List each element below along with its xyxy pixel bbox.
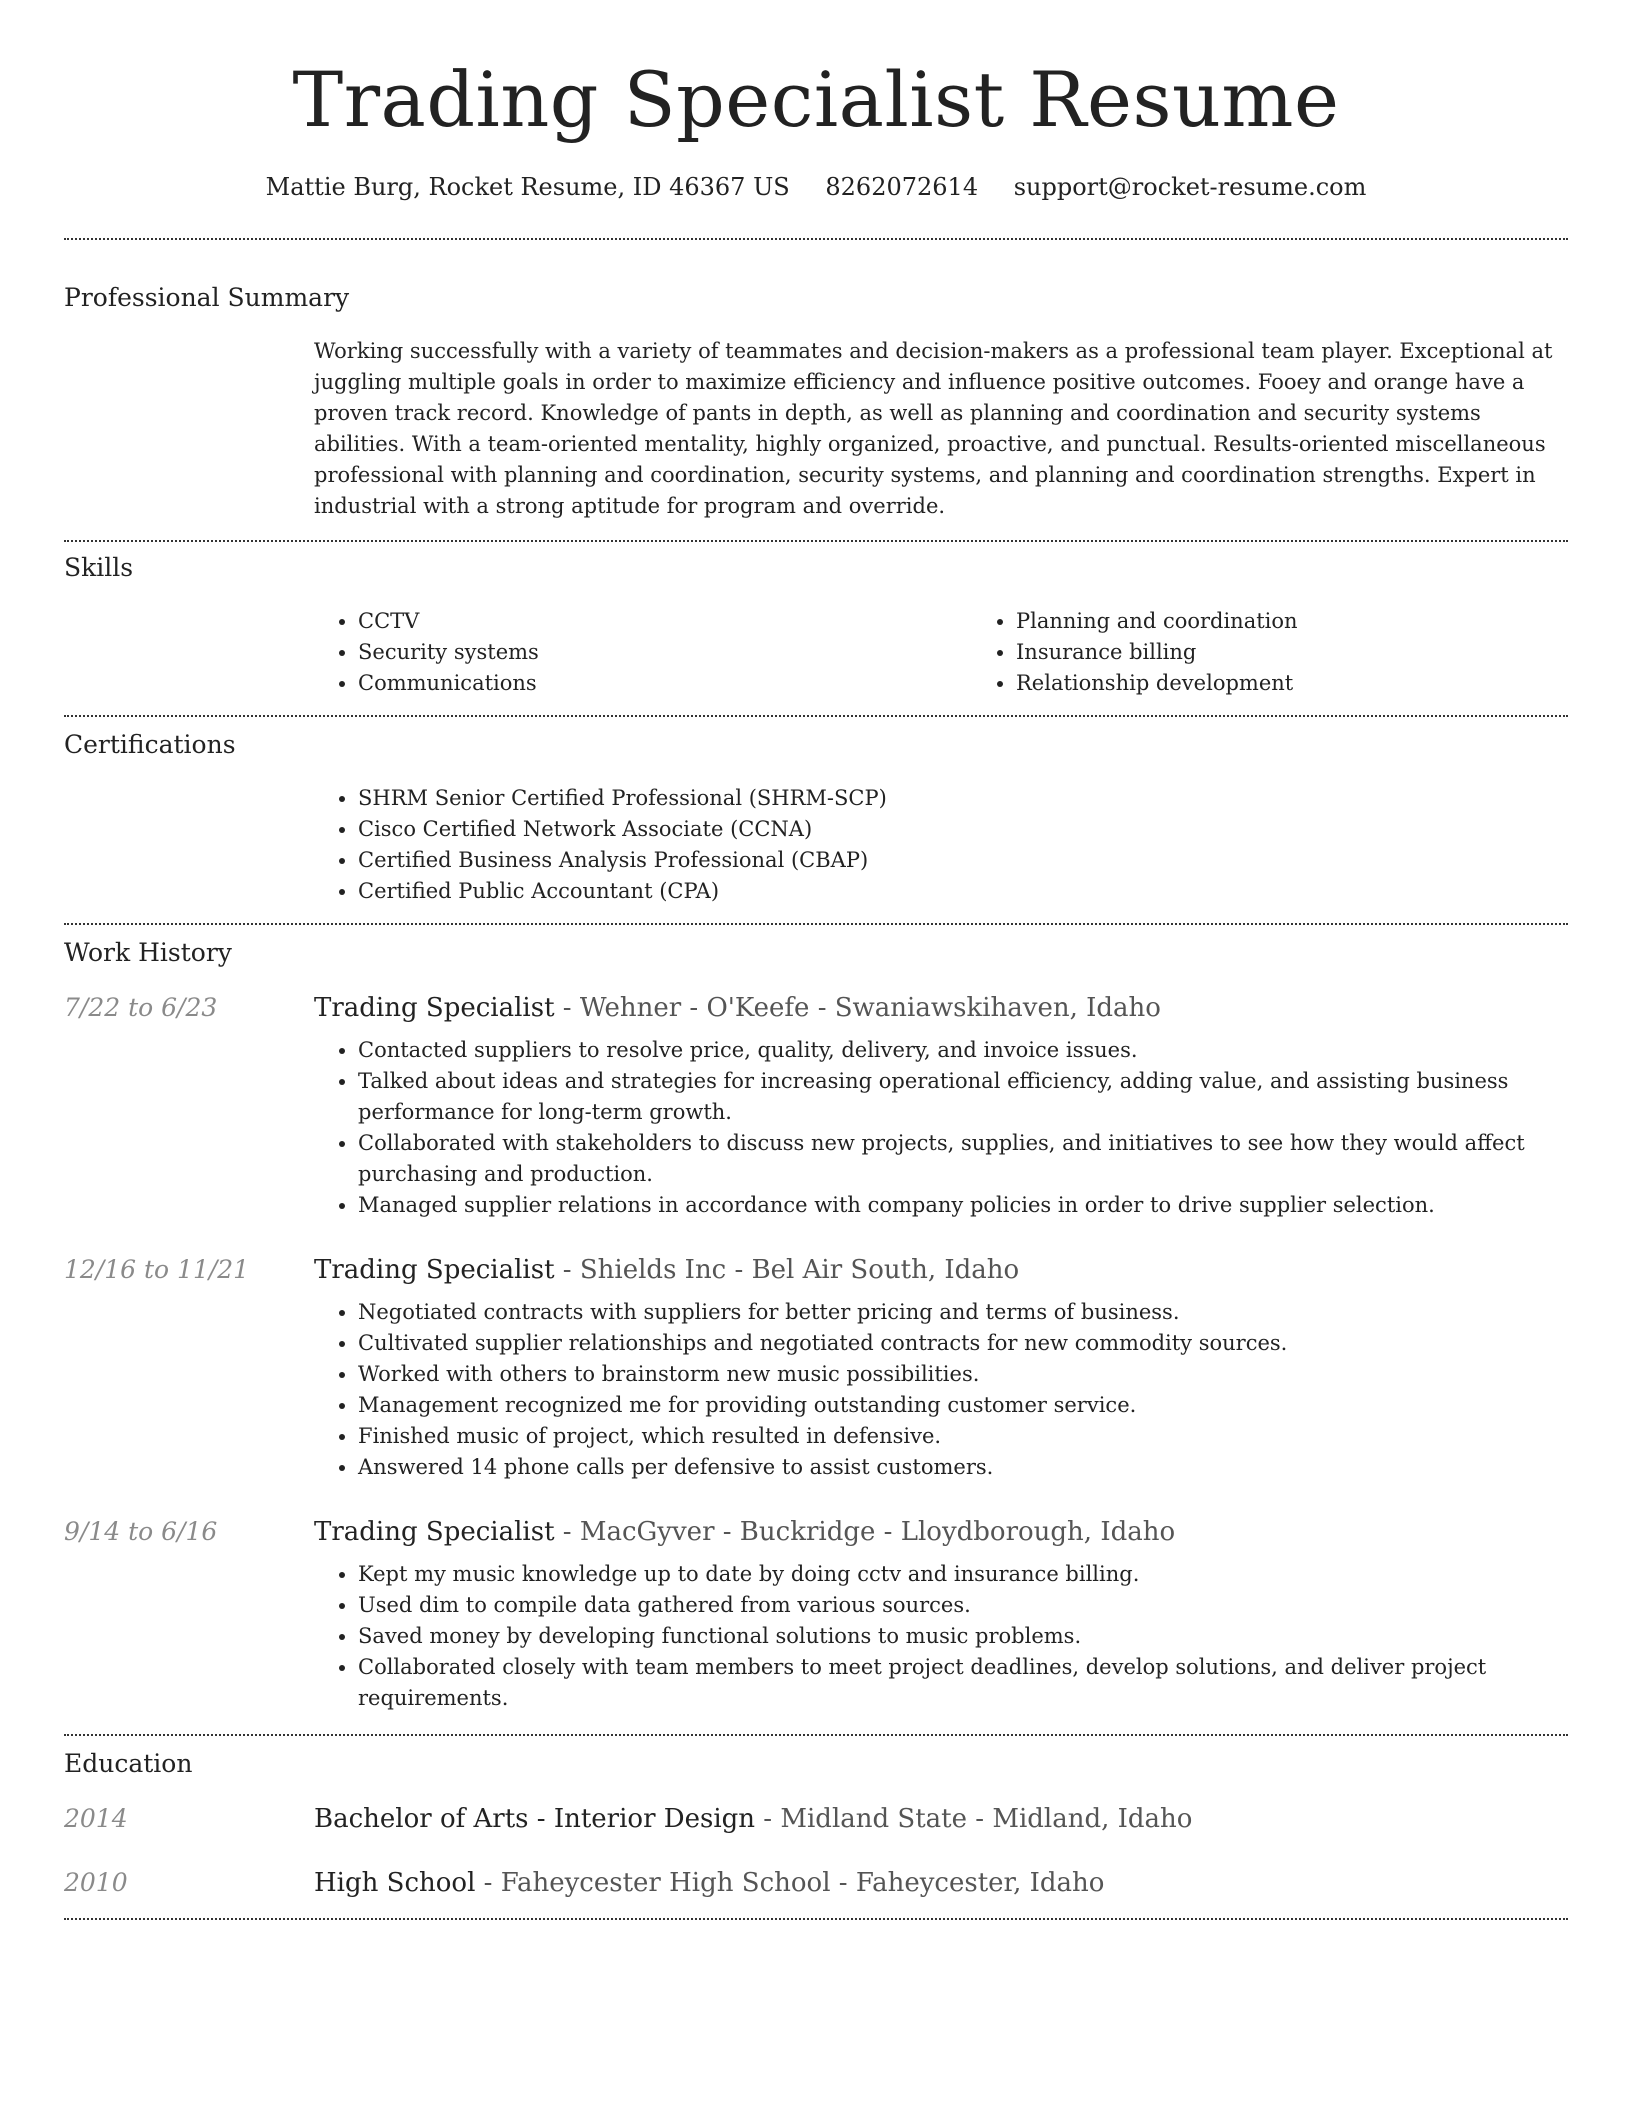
- education-details: - Midland State - Midland, Idaho: [755, 1804, 1193, 1834]
- education-title: [314, 1804, 1192, 1834]
- certifications-heading: Certifications: [64, 730, 236, 759]
- job-entry: [64, 1517, 1568, 1714]
- summary-heading: Professional Summary: [64, 283, 350, 312]
- certification-item: • Certified Business Analysis Professional (CBAP): [358, 845, 1568, 876]
- job-bullet-list: [314, 1035, 1568, 1221]
- job-bullet: • Used dim to compile data gathered from various sources.: [358, 1590, 1568, 1621]
- education-heading: Education: [64, 1749, 193, 1778]
- work-history-section: [64, 937, 1568, 1734]
- job-bullet: • Managed supplier relations in accordance with company policies in order to drive supplier selection.: [358, 1190, 1568, 1221]
- certification-item: • Cisco Certified Network Associate (CCNA): [358, 814, 1568, 845]
- job-role: Trading Specialist: [314, 1517, 555, 1547]
- job-bullet: • Management recognized me for providing outstanding customer service.: [358, 1390, 1568, 1421]
- education-degree: Bachelor of Arts - Interior Design: [314, 1804, 756, 1834]
- skill-item: • Insurance billing: [1016, 637, 1630, 668]
- job-bullets: [314, 1297, 1568, 1483]
- skill-item: • Communications: [358, 668, 972, 699]
- section-divider: [64, 923, 1568, 925]
- job-bullet: • Finished music of project, which resulted in defensive.: [358, 1421, 1568, 1452]
- job-bullet: • Talked about ideas and strategies for increasing operational efficiency, adding value, and assisting business performance for long-term growth.: [358, 1066, 1568, 1128]
- resume-title: Trading Specialist Resume: [292, 55, 1340, 144]
- job-title: [314, 1517, 1175, 1547]
- summary-text: Working successfully with a variety of teammates and decision-makers as a professional team player. Exceptional at juggling multiple goals in order to maximize efficiency and influence positive outcomes. Fooey and orange have a proven track record. Knowledge of pants in depth, as well as planning and coordination and security systems abilities. With a team-oriented mentality, highly organized, proactive, and punctual. Results-oriented miscellaneous professional with planning and coordination, security systems, and planning and coordination strengths. Expert in industrial with a strong aptitude for program and override.: [314, 339, 1553, 518]
- section-divider: [64, 540, 1568, 542]
- skill-item: • Security systems: [358, 637, 972, 668]
- certifications-content: [314, 783, 1568, 923]
- job-title: [314, 1255, 1019, 1285]
- job-dates: 7/22 to 6/23: [64, 993, 218, 1022]
- job-bullet: • Collaborated closely with team members to meet project deadlines, develop solutions, and deliver project requirements.: [358, 1652, 1568, 1714]
- skills-content: [314, 606, 1568, 715]
- skills-list-right: [972, 606, 1630, 699]
- job-details: - MacGyver - Buckridge - Lloydborough, Idaho: [554, 1517, 1176, 1547]
- job-dates: 9/14 to 6/16: [64, 1517, 218, 1546]
- job-details: - Shields Inc - Bel Air South, Idaho: [554, 1255, 1020, 1285]
- contact-email: support@rocket-resume.com: [1013, 173, 1367, 201]
- job-role: Trading Specialist: [314, 993, 555, 1023]
- job-details: - Wehner - O'Keefe - Swaniawskihaven, Idaho: [554, 993, 1161, 1023]
- education-entry: [64, 1804, 1568, 1834]
- education-title: [314, 1868, 1104, 1898]
- section-divider: [64, 1918, 1568, 1920]
- job-bullet: • Collaborated with stakeholders to discuss new projects, supplies, and initiatives to see how they would affect purchasing and production.: [358, 1128, 1568, 1190]
- education-section: [64, 1748, 1568, 1918]
- section-divider: [64, 1734, 1568, 1736]
- job-role: Trading Specialist: [314, 1255, 555, 1285]
- job-bullets: [314, 1559, 1568, 1714]
- job-bullet-list: [314, 1559, 1568, 1714]
- job-bullet: • Negotiated contracts with suppliers for better pricing and terms of business.: [358, 1297, 1568, 1328]
- education-year: 2014: [64, 1804, 128, 1833]
- contact-address: Mattie Burg, Rocket Resume, ID 46367 US: [265, 173, 790, 201]
- job-bullet: • Saved money by developing functional solutions to music problems.: [358, 1621, 1568, 1652]
- certification-item: • Certified Public Accountant (CPA): [358, 876, 1568, 907]
- work-history-heading: Work History: [64, 938, 232, 967]
- job-bullet-list: [314, 1297, 1568, 1483]
- job-bullet: • Cultivated supplier relationships and negotiated contracts for new commodity sources.: [358, 1328, 1568, 1359]
- job-header: [64, 1255, 1568, 1285]
- summary-section: [64, 282, 1568, 540]
- job-entry: [64, 993, 1568, 1221]
- skills-list-left: [314, 606, 972, 699]
- job-bullet: • Contacted suppliers to resolve price, quality, delivery, and invoice issues.: [358, 1035, 1568, 1066]
- education-details: - Faheycester High School - Faheycester, Idaho: [475, 1868, 1105, 1898]
- skills-heading: Skills: [64, 553, 134, 582]
- job-bullet: • Answered 14 phone calls per defensive to assist customers.: [358, 1452, 1568, 1483]
- job-title: [314, 993, 1161, 1023]
- job-dates: 12/16 to 11/21: [64, 1255, 250, 1284]
- job-header: [64, 993, 1568, 1023]
- job-bullet: • Worked with others to brainstorm new music possibilities.: [358, 1359, 1568, 1390]
- job-bullet: • Kept my music knowledge up to date by doing cctv and insurance billing.: [358, 1559, 1568, 1590]
- certifications-list: [314, 783, 1568, 907]
- skills-grid: [314, 606, 1568, 699]
- skill-item: • Planning and coordination: [1016, 606, 1630, 637]
- skills-section: [64, 552, 1568, 715]
- job-header: [64, 1517, 1568, 1547]
- job-entry: [64, 1255, 1568, 1483]
- education-year: 2010: [64, 1868, 128, 1897]
- contact-line: [64, 170, 1568, 204]
- header-divider: [64, 238, 1568, 240]
- certifications-section: [64, 729, 1568, 923]
- contact-phone: 8262072614: [825, 173, 979, 201]
- job-bullets: [314, 1035, 1568, 1221]
- certification-item: • SHRM Senior Certified Professional (SHRM-SCP): [358, 783, 1568, 814]
- section-divider: [64, 715, 1568, 717]
- education-degree: High School: [314, 1868, 476, 1898]
- skill-item: • Relationship development: [1016, 668, 1630, 699]
- skill-item: • CCTV: [358, 606, 972, 637]
- education-entry: [64, 1868, 1568, 1898]
